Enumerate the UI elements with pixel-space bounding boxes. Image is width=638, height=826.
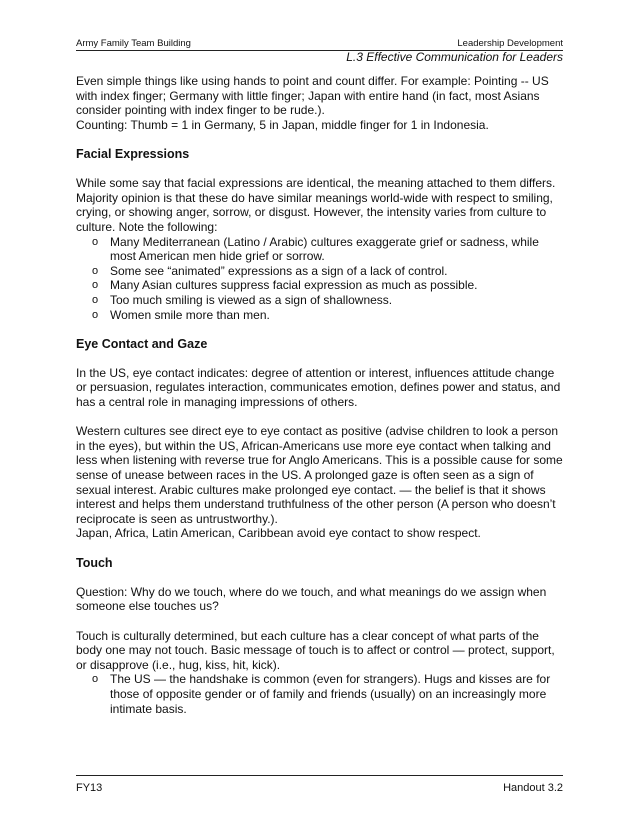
- section-heading-touch: Touch: [76, 555, 113, 570]
- list-item-text: Many Mediterranean (Latino / Arabic) cultures exaggerate grief or sadness, while most American men hide grief or sorrow.: [110, 234, 539, 264]
- eye-paragraph-western: Western cultures see direct eye to eye contact as positive (advise children to look a person in the eyes), but within the US, African-Americans use more eye contact when talking and less when listening with reverse true for Anglo Americans. This is a possible cause for some sense of unease between races in the US. A prolonged gaze is often seen as a sign of sexual interest. Arabic cultures make prolonged eye contact. — the belief is that it shows interest and helps them understand truthfulness of the other person (A person who doesn’t reciprocate is seen as untrustworthy.).: [76, 424, 563, 526]
- footer-rule: [76, 775, 563, 776]
- header-right-text: Leadership Development: [457, 38, 563, 49]
- document-body: [76, 74, 563, 731]
- touch-paragraph-question: Question: Why do we touch, where do we touch, and what meanings do we assign when someone else touches us?: [76, 584, 547, 614]
- intro-paragraph-counting: Counting: Thumb = 1 in Germany, 5 in Japan, middle finger for 1 in Indonesia.: [76, 117, 489, 132]
- list-item: [76, 308, 563, 323]
- facial-paragraph: While some say that facial expressions are identical, the meaning attached to them differs. Majority opinion is that these do have similar meanings world-wide with respect to smiling, crying, or showing anger, sorrow, or disgust. However, the intensity varies from culture to culture. Note the following:: [76, 176, 556, 234]
- bullet-marker: o: [92, 293, 99, 306]
- footer-right-text: Handout 3.2: [503, 782, 563, 794]
- bullet-marker: o: [92, 235, 99, 248]
- list-item-text: The US — the handshake is common (even for strangers). Hugs and kisses are for those of opposite gender or of family and friends (usually) on an increasingly more intimate basis.: [110, 672, 551, 716]
- bullet-marker: o: [92, 673, 99, 686]
- footer-left-text: FY13: [76, 782, 103, 794]
- header-left-text: Army Family Team Building: [76, 38, 191, 49]
- list-item: [76, 235, 563, 264]
- bullet-marker: o: [92, 308, 99, 321]
- header-subtitle: L.3 Effective Communication for Leaders: [346, 50, 563, 64]
- intro-paragraph-pointing: Even simple things like using hands to point and count differ. For example: Pointing -- US with index finger; Germany with little finger; Japan with entire hand (in fact, most Asians consider pointing with index finger to be rude.).: [76, 74, 549, 118]
- touch-paragraph-culture: Touch is culturally determined, but each culture has a clear concept of what parts of the body one may not touch. Basic message of touch is to affect or control — protect, support, or disapprove (i.e., hug, kiss, hit, kick).: [76, 628, 555, 672]
- section-heading-facial-expressions: Facial Expressions: [76, 146, 190, 161]
- list-item-text: Women smile more than men.: [110, 307, 270, 322]
- list-item-text: Some see “animated” expressions as a sign of a lack of control.: [110, 263, 448, 278]
- section-heading-eye-contact: Eye Contact and Gaze: [76, 336, 208, 351]
- eye-paragraph-respect: Japan, Africa, Latin American, Caribbean avoid eye contact to show respect.: [76, 526, 481, 541]
- eye-paragraph-us: In the US, eye contact indicates: degree of attention or interest, influences attitude change or persuasion, regulates interaction, communicates emotion, defines power and status, and has a central role in managing impressions of others.: [76, 365, 561, 410]
- list-item: [76, 672, 563, 716]
- bullet-marker: o: [92, 279, 99, 292]
- list-item-text: Too much smiling is viewed as a sign of shallowness.: [110, 292, 393, 307]
- touch-bullet-list: [76, 672, 563, 716]
- list-item: [76, 264, 563, 279]
- list-item: [76, 278, 563, 293]
- list-item-text: Many Asian cultures suppress facial expression as much as possible.: [110, 278, 478, 293]
- facial-bullet-list: [76, 235, 563, 323]
- list-item: [76, 293, 563, 308]
- bullet-marker: o: [92, 264, 99, 277]
